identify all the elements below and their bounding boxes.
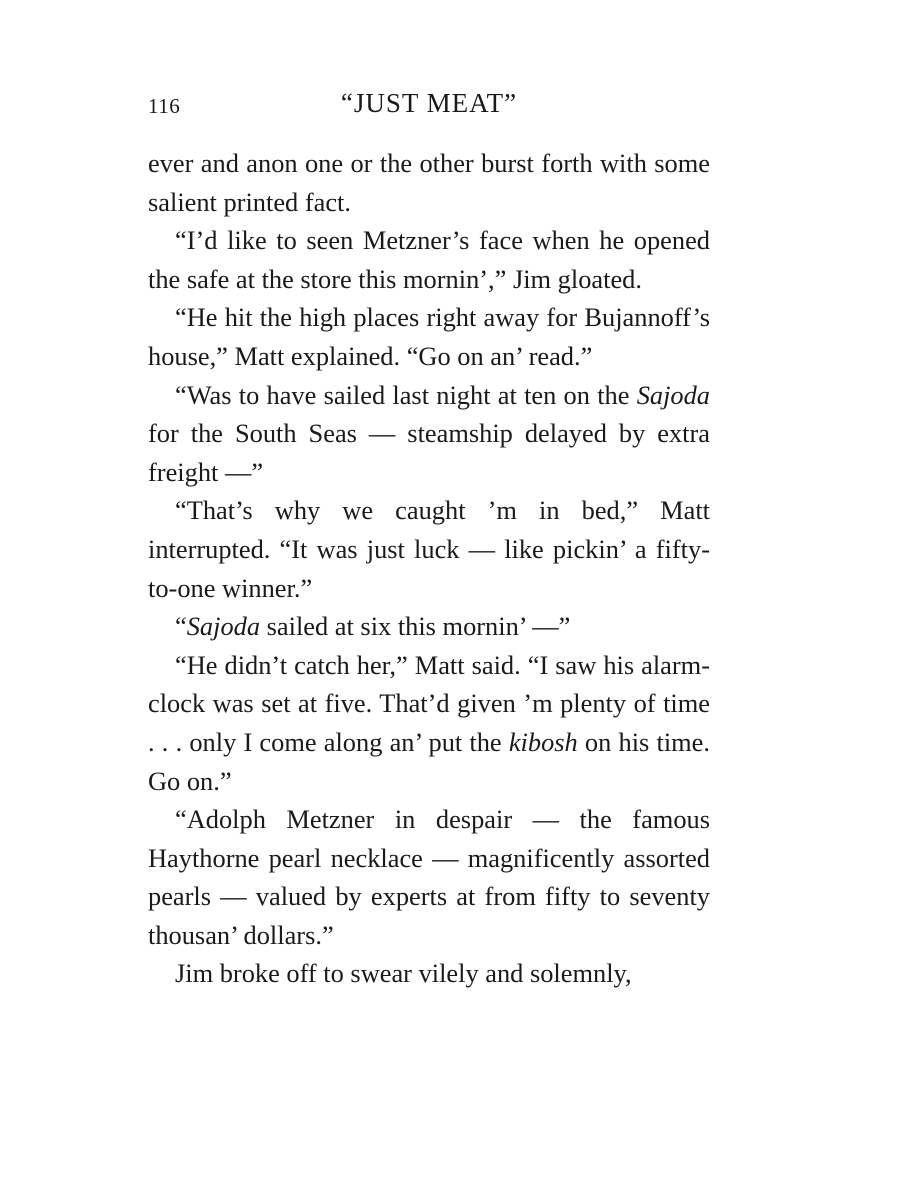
running-title: “JUST MEAT” [340, 88, 518, 118]
book-page [148, 88, 710, 993]
paragraph [148, 298, 710, 375]
text-run: “He hit the high places right away for Bujannoff’s house,” Matt explained. “Go on an’ read.” [148, 302, 710, 371]
paragraph [148, 954, 710, 993]
italic-text: kibosh [508, 726, 578, 757]
body-text [148, 144, 710, 993]
page-number: 116 [148, 94, 181, 118]
paragraph [148, 800, 710, 954]
italic-text: Sajoda [186, 611, 261, 642]
text-run: “He didn’t catch her,” Matt said. “I saw his alarm-clock was set at five. That’d given ’m plenty of time . . . only I come along an’ put the [148, 649, 710, 757]
text-run: Jim broke off to swear vilely and solemnly, [175, 958, 632, 989]
text-run: “Was to have sailed last night at ten on the [175, 379, 637, 410]
paragraph [148, 607, 710, 646]
text-run: “I’d like to seen Metzner’s face when he opened the safe at the store this mornin’,” Jim gloated. [148, 225, 710, 294]
paragraph [148, 491, 710, 607]
text-run: on his time. Go on.” [148, 726, 710, 796]
paragraph [148, 646, 710, 800]
italic-text: Sajoda [636, 379, 710, 410]
paragraph [148, 221, 710, 298]
paragraph [148, 376, 710, 492]
text-run: “That’s why we caught ’m in bed,” Matt interrupted. “It was just luck — like pickin’ a fifty-to-one winner.” [148, 495, 710, 603]
text-run: “ [175, 611, 187, 642]
text-run: sailed at six this mornin’ —” [260, 611, 571, 642]
text-run: “Adolph Metzner in despair — the famous Haythorne pearl necklace — magnificently assorted pearls — valued by experts at from fifty to seventy thousan’ dollars.” [148, 804, 710, 950]
text-run: for the South Seas — steamship delayed by extra freight —” [148, 418, 710, 487]
paragraph [148, 144, 710, 221]
running-head [148, 88, 710, 128]
text-run: ever and anon one or the other burst forth with some salient printed fact. [148, 148, 710, 217]
